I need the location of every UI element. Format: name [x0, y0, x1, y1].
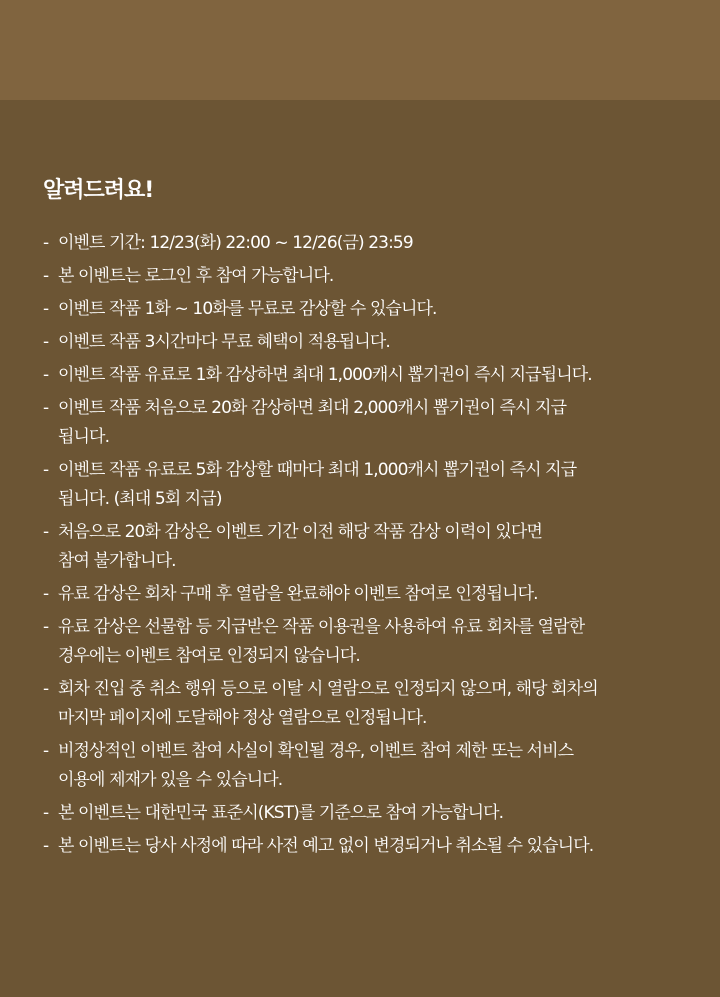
list-dash: -: [43, 365, 49, 385]
notice-item: [43, 361, 683, 390]
list-dash: -: [43, 522, 49, 542]
list-dash: -: [43, 233, 49, 253]
notice-item-text: 이벤트 작품 3시간마다 무료 혜택이 적용됩니다.: [58, 332, 390, 352]
notice-item-text: 이벤트 작품 유료로 1화 감상하면 최대 1,000캐시 뽑기권이 즉시 지급됩니다.: [58, 365, 592, 385]
list-dash: -: [43, 584, 49, 604]
notice-item: [43, 737, 683, 795]
notice-item: [43, 832, 683, 861]
notice-item: [43, 229, 683, 258]
notice-item-text: 이벤트 기간: 12/23(화) 22:00 ~ 12/26(금) 23:59: [58, 233, 413, 253]
top-banner: [0, 0, 720, 100]
list-dash: -: [43, 332, 49, 352]
notice-item-text: 됩니다. (최대 5회 지급): [58, 489, 222, 509]
notice-item: [43, 328, 683, 357]
notice-item: [43, 262, 683, 291]
list-dash: -: [43, 266, 49, 286]
list-dash: -: [43, 741, 49, 761]
notice-item-text: 됩니다.: [58, 427, 110, 447]
list-dash: -: [43, 679, 49, 699]
list-dash: -: [43, 299, 49, 319]
notice-item-text: 본 이벤트는 대한민국 표준시(KST)를 기준으로 참여 가능합니다.: [58, 803, 504, 823]
notice-item: [43, 580, 683, 609]
notice-item-text: 이용에 제재가 있을 수 있습니다.: [58, 770, 283, 790]
list-dash: -: [43, 460, 49, 480]
notice-item: [43, 456, 683, 514]
notice-item-text: 마지막 페이지에 도달해야 정상 열람으로 인정됩니다.: [58, 708, 427, 728]
notice-item-text: 이벤트 작품 1화 ~ 10화를 무료로 감상할 수 있습니다.: [58, 299, 437, 319]
notice-item-text: 본 이벤트는 로그인 후 참여 가능합니다.: [58, 266, 334, 286]
list-dash: -: [43, 836, 49, 856]
notice-item: [43, 613, 683, 671]
notice-item: [43, 675, 683, 733]
notice-item-text: 처음으로 20화 감상은 이벤트 기간 이전 해당 작품 감상 이력이 있다면: [58, 522, 542, 542]
notice-item: [43, 799, 683, 828]
notice-item-text: 본 이벤트는 당사 사정에 따라 사전 예고 없이 변경되거나 취소될 수 있습니다.: [58, 836, 594, 856]
notice-item: [43, 295, 683, 324]
notice-title: 알려드려요!: [43, 178, 154, 203]
notice-item: [43, 394, 683, 452]
notice-item: [43, 518, 683, 576]
notice-item-text: 참여 불가합니다.: [58, 551, 176, 571]
notice-list: [43, 229, 683, 865]
notice-item-text: 이벤트 작품 유료로 5화 감상할 때마다 최대 1,000캐시 뽑기권이 즉시 지급: [58, 460, 577, 480]
notice-item-text: 유료 감상은 회차 구매 후 열람을 완료해야 이벤트 참여로 인정됩니다.: [58, 584, 538, 604]
list-dash: -: [43, 803, 49, 823]
notice-item-text: 회차 진입 중 취소 행위 등으로 이탈 시 열람으로 인정되지 않으며, 해당 회차의: [58, 679, 598, 699]
notice-item-text: 유료 감상은 선물함 등 지급받은 작품 이용권을 사용하여 유료 회차를 열람한: [58, 617, 585, 637]
notice-item-text: 이벤트 작품 처음으로 20화 감상하면 최대 2,000캐시 뽑기권이 즉시 지급: [58, 398, 567, 418]
notice-item-text: 비정상적인 이벤트 참여 사실이 확인될 경우, 이벤트 참여 제한 또는 서비스: [58, 741, 574, 761]
notice-item-text: 경우에는 이벤트 참여로 인정되지 않습니다.: [58, 646, 360, 666]
list-dash: -: [43, 398, 49, 418]
list-dash: -: [43, 617, 49, 637]
